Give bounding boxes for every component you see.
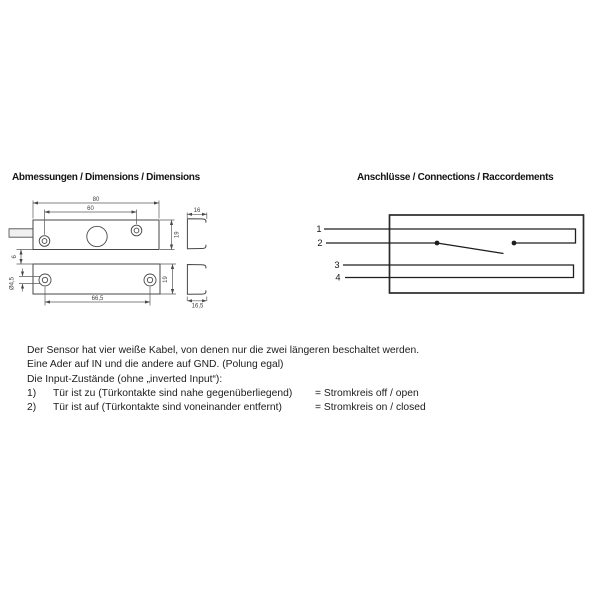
state-condition: Tür ist zu (Türkontakte sind nahe gegenüberliegend) (53, 388, 293, 400)
state-condition: Tür ist auf (Türkontakte sind voneinander entfernt) (53, 402, 282, 414)
wire-label-1: 1 (316, 224, 322, 235)
dim-label-side-bottom-depth: 16,5 (191, 303, 204, 310)
wire-label-3: 3 (334, 260, 340, 271)
switch-contact-dot (435, 241, 440, 246)
input-state-row-2 (27, 401, 477, 415)
cable-stub (9, 229, 33, 237)
dimensions-drawing (0, 190, 260, 320)
dim-label-top-width: 80 (92, 196, 100, 203)
top-view-sensor-body (9, 220, 159, 250)
note-line-3: Die Input-Zustände (ohne „inverted Input“): (27, 373, 223, 385)
side-profiles (187, 219, 206, 295)
dim-label-top-height: 19 (174, 231, 181, 239)
note-line-2: Eine Ader auf IN und die andere auf GND. (Polung egal) (27, 359, 284, 371)
state-result: = Stromkreis off / open (315, 388, 419, 400)
state-result: = Stromkreis on / closed (315, 402, 426, 414)
connections-section-title: Anschlüsse / Connections / Raccordements (357, 172, 554, 183)
wire-label-4: 4 (335, 272, 341, 283)
input-state-row-1 (27, 387, 477, 401)
wire-1-path (324, 229, 576, 243)
dim-label-bottom-hole-spacing: 66,5 (91, 296, 104, 302)
dimensions-section-title: Abmessungen / Dimensions / Dimensions (12, 172, 200, 183)
bottom-view-magnet-body (33, 264, 160, 294)
sensor-housing-outline (390, 215, 584, 293)
state-number: 1) (27, 388, 37, 400)
switch-blade-open (437, 243, 504, 254)
note-line-1: Der Sensor hat vier weiße Kabel, von denen nur die zwei längeren beschaltet werden. (27, 345, 420, 356)
wire-label-2: 2 (317, 238, 323, 249)
switch-contact-dot (512, 241, 517, 246)
wire-3-4-loop (343, 265, 574, 278)
dim-label-side-top-depth: 16 (193, 208, 201, 214)
dim-label-hole-diameter: Ø4,5 (9, 276, 16, 291)
connections-diagram (300, 195, 600, 310)
dim-label-bottom-height: 19 (163, 276, 169, 283)
dim-label-top-hole-spacing: 60 (87, 206, 94, 212)
dim-label-gap: 6 (12, 255, 18, 259)
notes-block (27, 344, 477, 416)
state-number: 2) (27, 402, 37, 414)
